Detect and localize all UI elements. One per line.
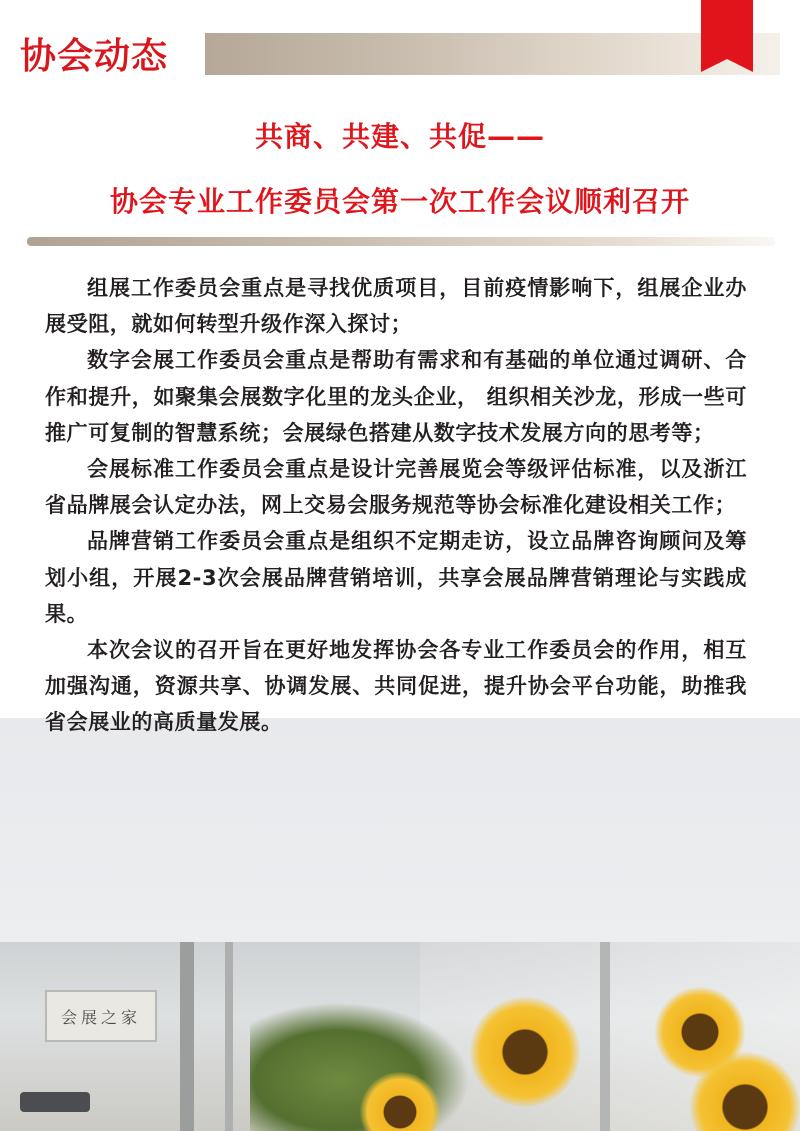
photo-pillar	[600, 942, 610, 1131]
sunflower	[470, 997, 580, 1107]
photo-pillar	[180, 942, 194, 1131]
header	[0, 0, 800, 90]
background-gray-band	[0, 718, 800, 948]
headline-line-1: 共商、共建、共促——	[254, 120, 545, 153]
header-gradient-bar	[205, 33, 780, 75]
photo-chair	[20, 1092, 90, 1112]
headline-divider	[27, 237, 775, 246]
office-sunflower-photo	[0, 942, 800, 1131]
paragraph: 品牌营销工作委员会重点是组织不定期走访，设立品牌咨询顾问及筹划小组，开展2-3次会展品牌营销培训，共享会展品牌营销理论与实践成果。	[45, 529, 747, 626]
article-body	[45, 270, 747, 741]
paragraph: 组展工作委员会重点是寻找优质项目，目前疫情影响下，组展企业办展受阻，就如何转型升级作深入探讨；	[45, 276, 747, 337]
photo-pillar	[225, 942, 233, 1131]
paragraph: 会展标准工作委员会重点是设计完善展览会等级评估标准，以及浙江省品牌展会认定办法，网上交易会服务规范等协会标准化建设相关工作；	[45, 457, 747, 518]
paragraph: 数字会展工作委员会重点是帮助有需求和有基础的单位通过调研、合作和提升，如聚集会展数字化里的龙头企业， 组织相关沙龙，形成一些可推广可复制的智慧系统；会展绿色搭建从数字技术发展方向的思考等；	[45, 348, 747, 445]
paragraph: 本次会议的召开旨在更好地发挥协会各专业工作委员会的作用，相互加强沟通，资源共享、协调发展、共同促进，提升协会平台功能，助推我省会展业的高质量发展。	[45, 638, 747, 735]
wall-calligraphy-frame: 会展之家	[45, 990, 157, 1042]
section-title: 协会动态	[20, 36, 169, 77]
headline-line-2: 协会专业工作委员会第一次工作会议顺利召开	[109, 185, 690, 218]
